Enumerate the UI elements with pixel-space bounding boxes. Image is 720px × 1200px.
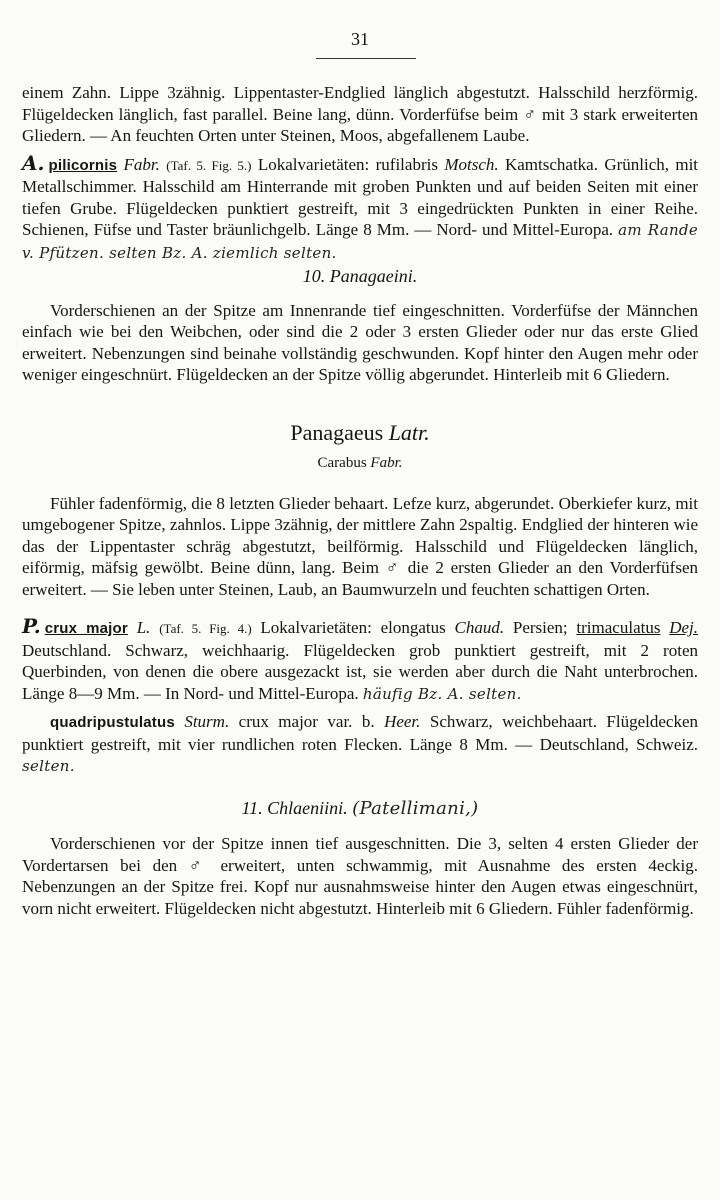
tribe-heading-11 (22, 798, 698, 820)
genus-description: Fühler fadenförmig, die 8 letzten Glieder behaart. Lefze kurz, abgerundet. Oberkiefer kurz, mit umgebogener Spitze, zahnlos. Lippe 3zähnig, der mittlere Zahn 2spaltig. Endglied der hinteren wie das der Lippentaster schräg abgestutzt, beilförmig. Halsschild und Flügeldecken länglich, eiförmig, mäfsig gewölbt. Beine dünn, lang. Beim ♂ die 2 ersten Glieder an den Vorderfüfsen erweitert. — Sie leben unter Steinen, Laub, an Baumwurzeln und feuchten schattigen Orten. (22, 493, 698, 599)
genus-synonym (22, 453, 698, 475)
species-author: L. (136, 618, 151, 637)
handwritten-mark: A. (22, 150, 45, 175)
species-entry-quadripustulatus (22, 711, 698, 778)
species-author: Fabr. (123, 154, 160, 174)
handwritten-mark: P. (22, 614, 41, 638)
tribe-heading-text: 11. Chlaeniini. (241, 797, 353, 818)
species-description: Schwarz, weichbehaart. Flügeldecken punktiert gestreift, mit vier rundlichen roten Flecken. Länge 8 Mm. — Deutschland, Schweiz. (22, 712, 698, 754)
species-text-2: Persien; (504, 618, 577, 637)
page-number: 31 (351, 29, 369, 49)
handwritten-note: häufig Bz. A. selten. (362, 684, 522, 703)
tribe-description-10: Vorderschienen an der Spitze am Innenrande tief eingeschnitten. Vorderfüfse der Männchen einfach wie bei den Weibchen, oder sind die 2 oder 3 ersten Glieder oder nur das erste Glied erweitert. Nebenzungen sind beinahe vollständig geschwunden. Kopf hinter den Augen mehr oder weniger eingeschnürt. Flügeldecken an der Spitze völlig abgerundet. Hinterleib mit 6 Gliedern. (22, 300, 698, 384)
species-name: pilicornis (48, 156, 118, 174)
genus-author: Latr. (388, 419, 430, 445)
handwritten-addition: (Patellimani,) (352, 797, 479, 819)
genus-name: Panagaeus (290, 419, 389, 445)
synonym-name: Carabus (317, 455, 371, 471)
species-author: Sturm. (184, 712, 230, 731)
species-description: Kamtschatka. Grünlich, mit Metallschimmer. Halsschild am Hinterrande mit groben Punkten und auf beiden Seiten mit einer tiefen Grube. Flügeldecken punktiert gestreift, mit 3 eingedrückten Punkten in einer Reihe. Schienen, Füfse und Taster bräunlichgelb. Länge 8 Mm. — Nord- und Mittel-Europa. (22, 154, 699, 239)
tribe-heading-10: 10. Panagaeini. (302, 266, 418, 286)
species-entry-pilicornis (22, 150, 699, 265)
genus-heading (22, 419, 698, 445)
plate-reference: (Taf. 5. Fig. 4.) (159, 621, 252, 636)
species-name: quadripustulatus (50, 714, 175, 731)
page-body (22, 82, 698, 919)
handwritten-note: am Rande v. Pfützen. selten Bz. A. ziemlich selten. (22, 221, 699, 262)
handwritten-note: selten. (22, 757, 75, 775)
species-entry-crux-major (22, 616, 698, 705)
variety-author: Chaud. (454, 618, 505, 637)
header-rule (316, 58, 416, 59)
species-text: Lokalvarietäten: rufilabris (251, 154, 445, 174)
species-name: crux major (44, 620, 128, 637)
tribe-description-11: Vorderschienen vor der Spitze innen tief ausgeschnitten. Die 3, selten 4 ersten Glieder der Vordertarsen bei den ♂ erweitert, unten schwammig, mit Ausnahme des ersten 4eckig. Nebenzungen an der Spitze frei. Kopf nur ausnahmsweise hinter den Augen etwas eingeschnürt, vorn nicht erweitert. Flügeldecken nicht abgestutzt. Hinterleib mit 6 Gliedern. Fühler fadenförmig. (22, 834, 698, 918)
trimaculatus-author: Dej. (669, 618, 699, 637)
variety-author: Motsch. (444, 154, 499, 174)
species-text: Lokalvarietäten: elongatus (251, 618, 455, 637)
synonym-author: Fabr. (370, 455, 403, 471)
species-description: Deutschland. Schwarz, weichhaarig. Flügeldecken grob punktiert gestreift, mit 2 roten Querbinden, von denen die obere ausgezackt ist, sie werden aber durch die Naht unterbrochen. Länge 8—9 Mm. — In Nord- und Mittel-Europa. (22, 640, 698, 703)
trimaculatus-name: trimaculatus (576, 618, 661, 637)
intro-paragraph: einem Zahn. Lippe 3zähnig. Lippentaster-Endglied länglich abgestutzt. Halsschild herzförmig. Flügeldecken länglich, fast parallel. Beine lang, dünn. Vorderfüfse beim ♂ mit 3 stark erweiterten Gliedern. — An feuchten Orten unter Steinen, Moos, abgefallenem Laube. (22, 83, 698, 145)
plate-reference: (Taf. 5. Fig. 5.) (166, 157, 252, 173)
variety-author: Heer. (384, 712, 421, 731)
species-text: crux major var. b. (229, 712, 385, 731)
